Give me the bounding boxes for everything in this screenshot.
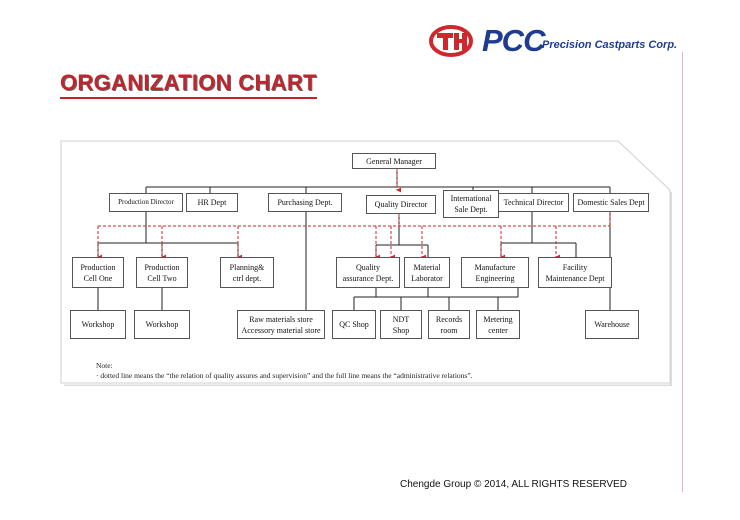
node-facility-maintenance-dept: Facility Maintenance Dept [538,257,612,288]
pcc-emblem-icon [428,24,474,58]
node-production-cell-two: Production Cell Two [136,257,188,288]
node-production-director: Production Director [109,193,183,212]
node-purchasing-dept: Purchasing Dept. [268,193,342,212]
node-quality-director: Quality Director [366,195,436,214]
node-planning-ctrl-dept: Planning& ctrl dept. [220,257,274,288]
right-divider [682,52,683,492]
node-warehouse: Warehouse [585,310,639,339]
logo-text: PCC [482,23,545,58]
node-technical-director: Technical Director [498,193,569,212]
node-records-room: Records room [428,310,470,339]
node-material-laborator: Material Laborator [404,257,450,288]
node-ndt-shop: NDT Shop [380,310,422,339]
node-hr-dept: HR Dept [186,193,238,212]
company-logo [428,24,688,58]
node-manufacture-engineering: Manufacture Engineering [461,257,529,288]
node-metering-center: Metering center [476,310,520,339]
note-heading: Note: [96,361,113,370]
node-workshop-one: Workshop [70,310,126,339]
node-production-cell-one: Production Cell One [72,257,124,288]
org-chart [58,138,672,386]
node-materials-store: Raw materials store Accessory material store [237,310,325,339]
note-text: · dotted line means the “the relation of quality assures and supervision” and the full line means the “administrative relations”. [96,371,473,380]
footer-copyright: Chengde Group © 2014, ALL RIGHTS RESERVED [400,479,627,490]
node-workshop-two: Workshop [134,310,190,339]
node-quality-assurance-dept: Quality assurance Dept. [336,257,400,288]
node-qc-shop: QC Shop [332,310,376,339]
node-international-sale-dept: International Sale Dept. [443,190,499,218]
node-domestic-sales-dept: Domestic Sales Dept [573,193,649,212]
company-name: Precision Castparts Corp. [542,39,678,51]
page-title: ORGANIZATION CHART [60,70,317,99]
node-general-manager: General Manager [352,153,436,169]
